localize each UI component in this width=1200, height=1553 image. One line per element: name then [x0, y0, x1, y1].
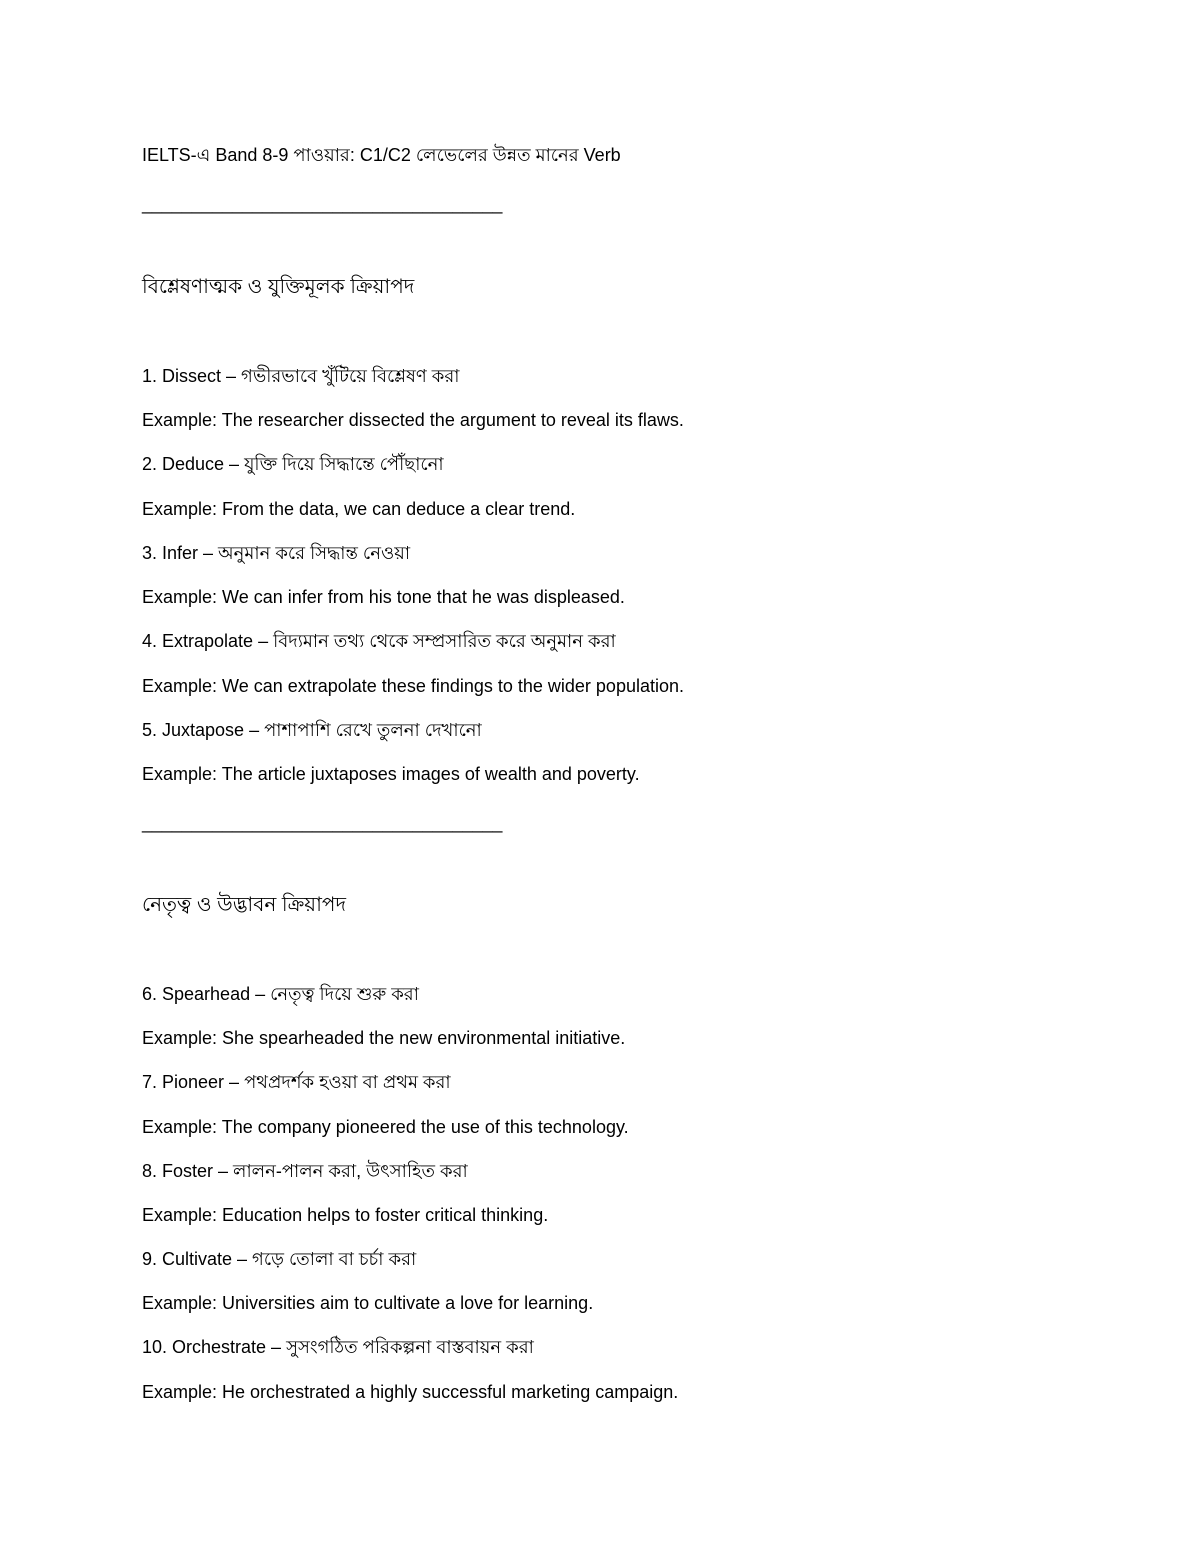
vocab-example: Example: She spearheaded the new environmental initiative.	[142, 1028, 626, 1048]
vocab-example: Example: The company pioneered the use of this technology.	[142, 1117, 629, 1137]
vocab-example: Example: The article juxtaposes images of wealth and poverty.	[142, 764, 640, 784]
vocab-example: Example: The researcher dissected the argument to reveal its flaws.	[142, 410, 684, 430]
section-heading: বিশ্লেষণাত্মক ও যুক্তিমূলক ক্রিয়াপদ	[142, 276, 415, 298]
document-title: IELTS-এ Band 8-9 পাওয়ার: C1/C2 লেভেলের উন্নত মানের Verb	[142, 145, 621, 165]
vocab-term: 6. Spearhead – নেতৃত্ব দিয়ে শুরু করা	[142, 984, 419, 1004]
vocab-example: Example: He orchestrated a highly successful marketing campaign.	[142, 1382, 679, 1402]
vocab-term: 10. Orchestrate – সুসংগঠিত পরিকল্পনা বাস্তবায়ন করা	[142, 1337, 534, 1357]
vocab-term: 8. Foster – লালন-পালন করা, উৎসাহিত করা	[142, 1161, 468, 1181]
vocab-term: 7. Pioneer – পথপ্রদর্শক হওয়া বা প্রথম করা	[142, 1072, 451, 1092]
vocab-term: 2. Deduce – যুক্তি দিয়ে সিদ্ধান্তে পৌঁছানো	[142, 454, 444, 474]
vocab-example: Example: Universities aim to cultivate a love for learning.	[142, 1293, 594, 1313]
separator-line: ____________________________________	[142, 813, 503, 833]
vocab-term: 3. Infer – অনুমান করে সিদ্ধান্ত নেওয়া	[142, 543, 411, 563]
vocab-term: 1. Dissect – গভীরভাবে খুঁটিয়ে বিশ্লেষণ করা	[142, 366, 460, 386]
vocab-term: 9. Cultivate – গড়ে তোলা বা চর্চা করা	[142, 1249, 417, 1269]
vocab-example: Example: We can extrapolate these findings to the wider population.	[142, 676, 684, 696]
vocab-example: Example: Education helps to foster critical thinking.	[142, 1205, 549, 1225]
section-heading: নেতৃত্ব ও উদ্ভাবন ক্রিয়াপদ	[142, 894, 346, 916]
vocab-example: Example: From the data, we can deduce a clear trend.	[142, 499, 576, 519]
separator-line: ____________________________________	[142, 194, 503, 214]
vocab-term: 5. Juxtapose – পাশাপাশি রেখে তুলনা দেখানো	[142, 720, 482, 740]
vocab-term: 4. Extrapolate – বিদ্যমান তথ্য থেকে সম্প্রসারিত করে অনুমান করা	[142, 631, 616, 651]
vocab-example: Example: We can infer from his tone that he was displeased.	[142, 587, 625, 607]
